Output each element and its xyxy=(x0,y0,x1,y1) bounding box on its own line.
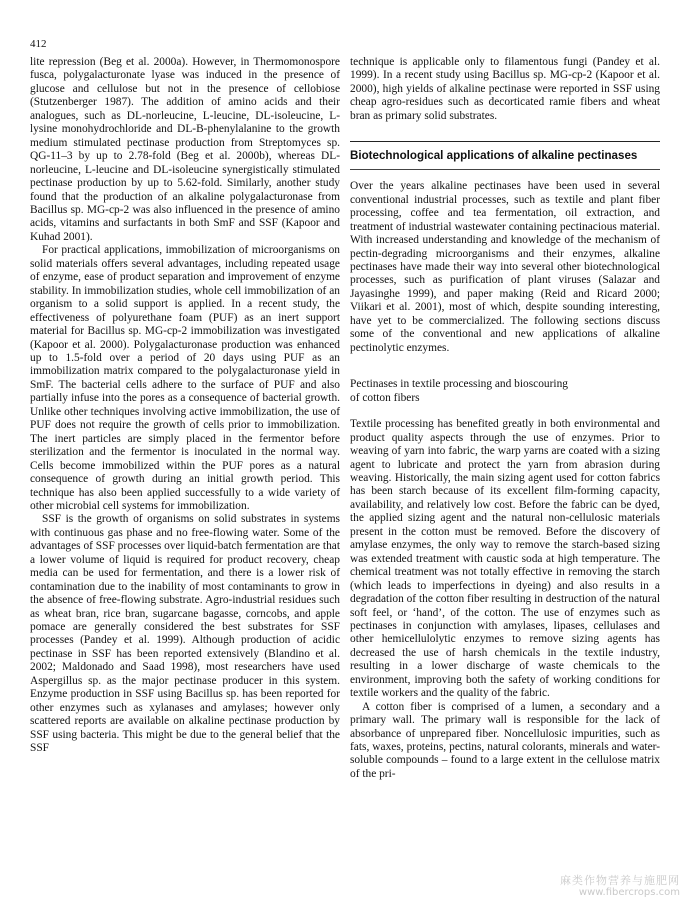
section-heading: Biotechnological applications of alkaline pectinases xyxy=(350,149,638,163)
body-paragraph: SSF is the growth of organisms on solid substrates in systems with continuous gas phase and no free-flowing water. Some of the advantages of SSF processes over liquid-batch fermentation are that a lower volume of liquid is required for product recovery, cheap media can be used for fermentation, and there is a lower risk of contamination due to the inability of most contaminants to grow in the absence of free-flowing substrate. Agro-industrial residues such as wheat bran, rice bran, sugarcane bagasse, corncobs, and apple pomace are generally considered the best substrates for SSF processes (Pandey et al. 1999). Although production of acidic pectinase in SSF has been reported extensively (Blandino et al. 2002; Maldonado and Saad 1998), most researchers have used Aspergillus sp. as the major pectinase producer in this system. Enzyme production in SSF using Bacillus sp. has been reported for other enzymes such as xylanases and amylases; however only scattered reports are available on alkaline pectinase production by SSF using bacteria. This might be due to the general belief that the SSF xyxy=(30,513,340,755)
section-rule-top xyxy=(350,141,660,142)
subsection-heading-line: of cotton fibers xyxy=(350,392,420,405)
right-column xyxy=(350,56,660,781)
left-column xyxy=(30,56,340,756)
subsection-heading xyxy=(350,377,660,405)
body-paragraph: Over the years alkaline pectinases have been used in several conventional industrial processes, such as textile and plant fiber processing, coffee and tea fermentation, oil extraction, and treatment of industrial wastewater containing pectinacious material. With increased understanding and knowledge of the mechanism of pectin-degrading microorganisms and their enzymes, alkaline pectinases have made their way into several other biotechnological processes, such as purification of plant viruses (Salazar and Jayasinghe 1999), and paper making (Reid and Ricard 2000; Viikari et al. 2001), most of which, despite sounding interesting, have yet to be commercialized. The following sections discuss some of the conventional and new applications of alkaline pectinolytic enzymes. xyxy=(350,180,660,354)
section-rule-bottom xyxy=(350,169,660,170)
body-paragraph: For practical applications, immobilization of microorganisms on solid materials offers several advantages, including repeated usage of enzyme, ease of product separation and improvement of enzyme stability. In immobilization studies, whole cell immobilization of an organism to a solid support is applied. In a recent study, the effectiveness of polyurethane foam (PUF) as an inert support material for Bacillus sp. MG-cp-2 immobilization was investigated (Kapoor et al. 2000). Polygalacturonase production was enhanced up to 1.5-fold over a period of 20 days using PUF as an immobilization matrix compared to the polygalacturonase yield in SmF. The bacterial cells adhere to the surface of PUF and also partially infuse into the pores as a consequence of bacterial growth. Unlike other techniques involving active immobilization, the use of PUF does not require the growth of cells prior to immobilization. The inert particles are simply placed in the fermentor before sterilization and the fermentor is inoculated in the normal way. Cells become immobilized within the PUF pores as a natural consequence of growth during an initial growth period. This technique has also been applied successfully to a wide variety of other microbial cell systems for immobilization. xyxy=(30,244,340,512)
subsection-heading-line: Pectinases in textile processing and bioscouring xyxy=(350,378,568,391)
body-paragraph: A cotton fiber is comprised of a lumen, a secondary and a primary wall. The primary wall is responsible for the lack of absorbance of unprepared fiber. Noncellulosic impurities, such as fats, waxes, proteins, pectins, natural colorants, minerals and water-soluble compounds – found to a large extent in the cellulose matrix of the pri- xyxy=(350,700,660,780)
body-paragraph: Textile processing has benefited greatly in both environmental and product quality aspects through the use of enzymes. Prior to weaving of yarn into fabric, the warp yarns are coated with a sizing agent to lubricate and protect the yarn from abrasion during weaving. Historically, the main sizing agent used for cotton fabrics has been starch because of its excellent film-forming capacity, availability, and relatively low cost. Before the fabric can be dyed, the applied sizing agent and the natural non-cellulosic materials present in the cotton must be removed. Before the discovery of amylase enzymes, the only way to remove the starch-based sizing was extended treatment with caustic soda at high temperature. The chemical treatment was not totally effective in removing the starch (which leads to imperfections in dyeing) and also results in a degradation of the cotton fiber resulting in destruction of the natural soft feel, or ‘hand’, of the cotton. The use of enzymes such as pectinases in conjunction with amylases, lipases, cellulases and other hemicellulolytic enzymes to remove sizing agents has decreased the use of harsh chemicals in the textile industry, resulting in a lower discharge of waste chemicals to the environment, improving both the safety of working conditions for textile workers and the quality of the fabric. xyxy=(350,418,660,700)
watermark xyxy=(560,875,680,899)
watermark-url: www.fibercrops.com xyxy=(578,887,680,898)
watermark-site-name: 麻类作物营养与施肥网 xyxy=(560,874,680,887)
page-number: 412 xyxy=(30,38,47,50)
body-paragraph: technique is applicable only to filamentous fungi (Pandey et al. 1999). In a recent study using Bacillus sp. MG-cp-2 (Kapoor et al. 2000), high yields of alkaline pectinase were reported in SSF using cheap agro-residues such as decorticated ramie fibers and wheat bran as primary solid substrates. xyxy=(350,56,660,122)
body-paragraph: lite repression (Beg et al. 2000a). However, in Thermomonospore fusca, polygalacturonate lyase was induced in the presence of glucose and cellulose but not in the presence of cellobiose (Stutzenberger 1987). The addition of amino acids and their analogues, such as DL-norleucine, L-leucine, DL-isoleucine, L-lysine monohydrochloride and DL-B-phenylalanine to the growth medium stimulated pectinase production from Streptomyces sp. QG-11–3 by up to 2.78-fold (Beg et al. 2000b), whereas DL-norleucine, L-leucine and DL-isoleucine synergistically stimulated pectinase production by up to 5.62-fold. Similarly, another study found that the production of an alkaline polygalacturonase from Bacillus sp. MG-cp-2 was also influenced in the presence of amino acids, vitamins and surfactants in both SmF and SSF (Kapoor and Kuhad 2001). xyxy=(30,56,340,243)
